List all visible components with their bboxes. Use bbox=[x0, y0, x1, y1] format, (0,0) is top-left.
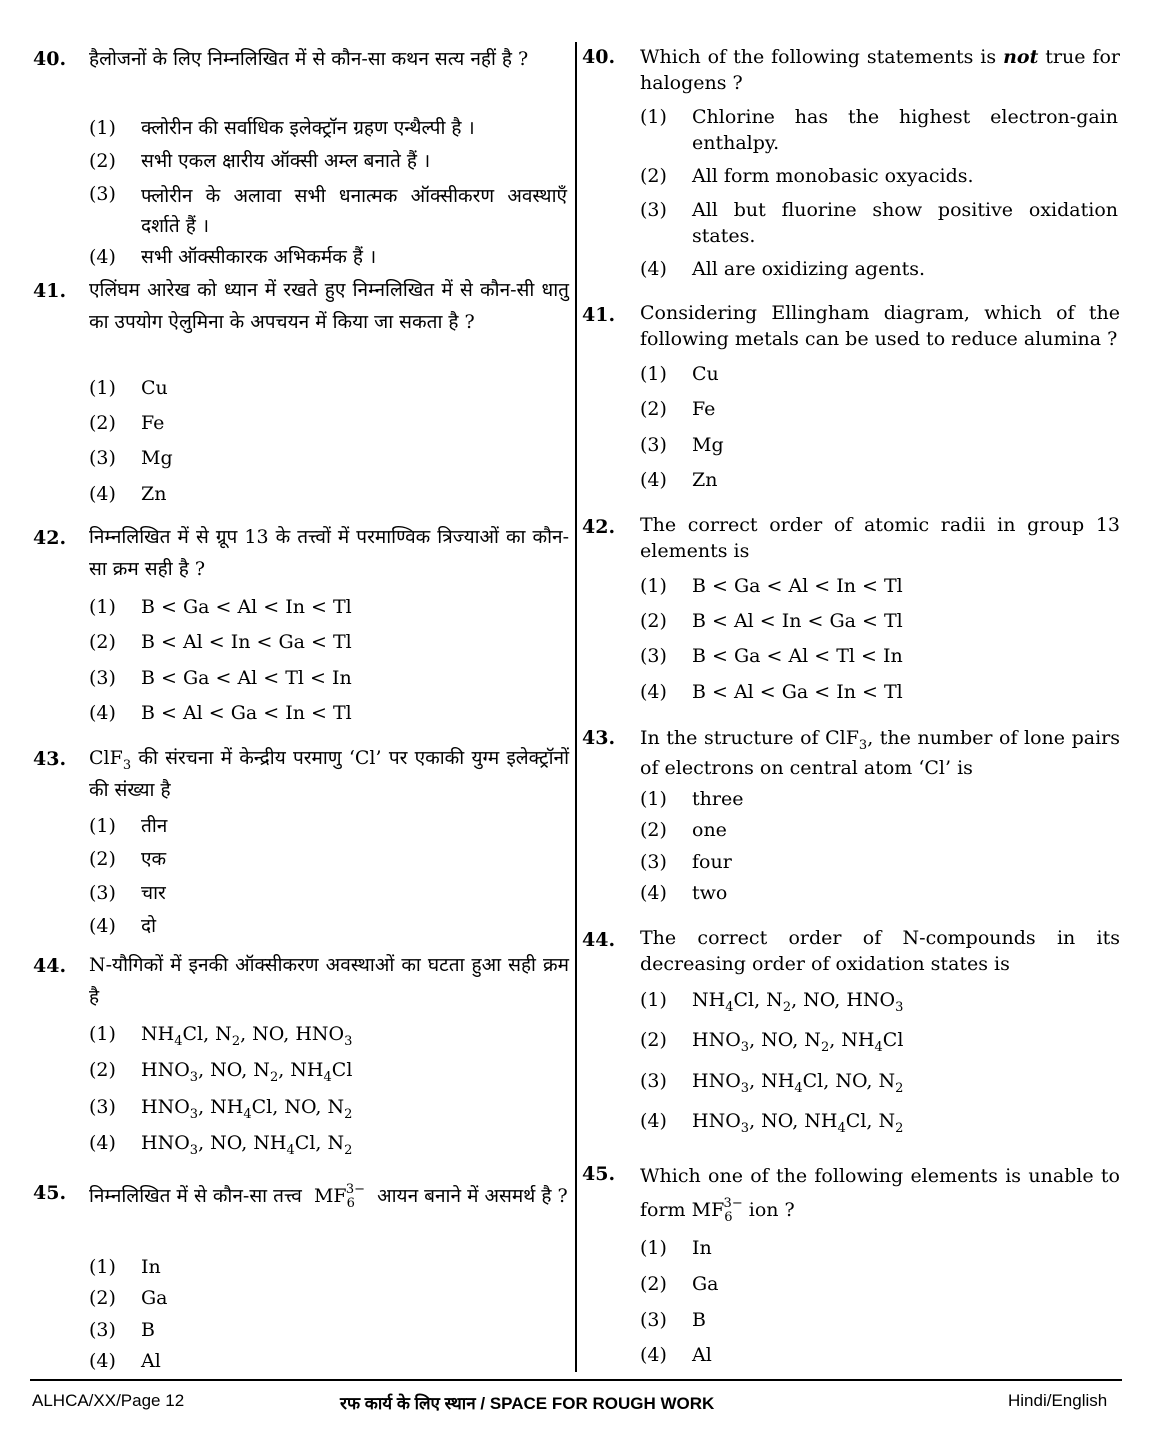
column-divider bbox=[575, 42, 577, 1372]
question-text: Considering Ellingham diagram, which of the following metals can be used to reduce alumina ? bbox=[640, 302, 1120, 350]
question-number: 43. bbox=[33, 748, 67, 770]
question-number: 44. bbox=[33, 955, 67, 977]
question-text: हैलोजनों के लिए निम्नलिखित में से कौन-सा कथन सत्य नहीं है ? bbox=[89, 48, 529, 70]
question-number: 45. bbox=[33, 1182, 67, 1204]
question-text: निम्नलिखित में से कौन-सा तत्त्व $MF_6^{3-}$ आयन बनाने में असमर्थ है ? bbox=[89, 1182, 568, 1211]
question-number: 42. bbox=[582, 516, 616, 538]
question-text: The correct order of atomic radii in group 13 elements is bbox=[640, 514, 1120, 562]
footer-rule bbox=[30, 1379, 1122, 1381]
question-number: 42. bbox=[33, 527, 67, 549]
question-text: Which one of the following elements is unable to form $MF_6^{3-}$ ion ? bbox=[640, 1165, 1120, 1225]
question-text: Which of the following statements is not true for halogens ? bbox=[640, 46, 1120, 94]
question-text: N-यौगिकों में इनकी ऑक्सीकरण अवस्थाओं का घटता हुआ सही क्रम है bbox=[89, 954, 569, 1008]
language-label: Hindi/English bbox=[1008, 1391, 1108, 1410]
question-number: 41. bbox=[582, 304, 616, 326]
question-number: 43. bbox=[582, 727, 616, 749]
question-number: 41. bbox=[33, 280, 67, 302]
question-text: निम्नलिखित में से ग्रूप 13 के तत्त्वों में परमाण्विक त्रिज्याओं का कौन-सा क्रम सही है ? bbox=[89, 526, 569, 580]
question-number: 40. bbox=[582, 46, 616, 68]
question-text: In the structure of ClF$_3$, the number of lone pairs of electrons on central atom ‘Cl’ is bbox=[640, 727, 1120, 779]
question-number: 44. bbox=[582, 929, 616, 951]
page-id: ALHCA/XX/Page 12 bbox=[32, 1391, 185, 1410]
question-number: 40. bbox=[33, 48, 67, 70]
question-text: ClF$_3$ की संरचना में केन्द्रीय परमाणु ‘Cl’ पर एकाकी युग्म इलेक्ट्रॉनों की संख्या है bbox=[89, 747, 569, 801]
rough-work-label: रफ कार्य के लिए स्थान / SPACE FOR ROUGH WORK bbox=[340, 1394, 715, 1413]
question-text: The correct order of N-compounds in its decreasing order of oxidation states is bbox=[640, 927, 1120, 975]
question-text: एलिंघम आरेख को ध्यान में रखते हुए निम्नलिखित में से कौन-सी धातु का उपयोग ऐलुमिना के अपचयन में किया जा सकता है ? bbox=[89, 279, 569, 333]
question-number: 45. bbox=[582, 1163, 616, 1185]
